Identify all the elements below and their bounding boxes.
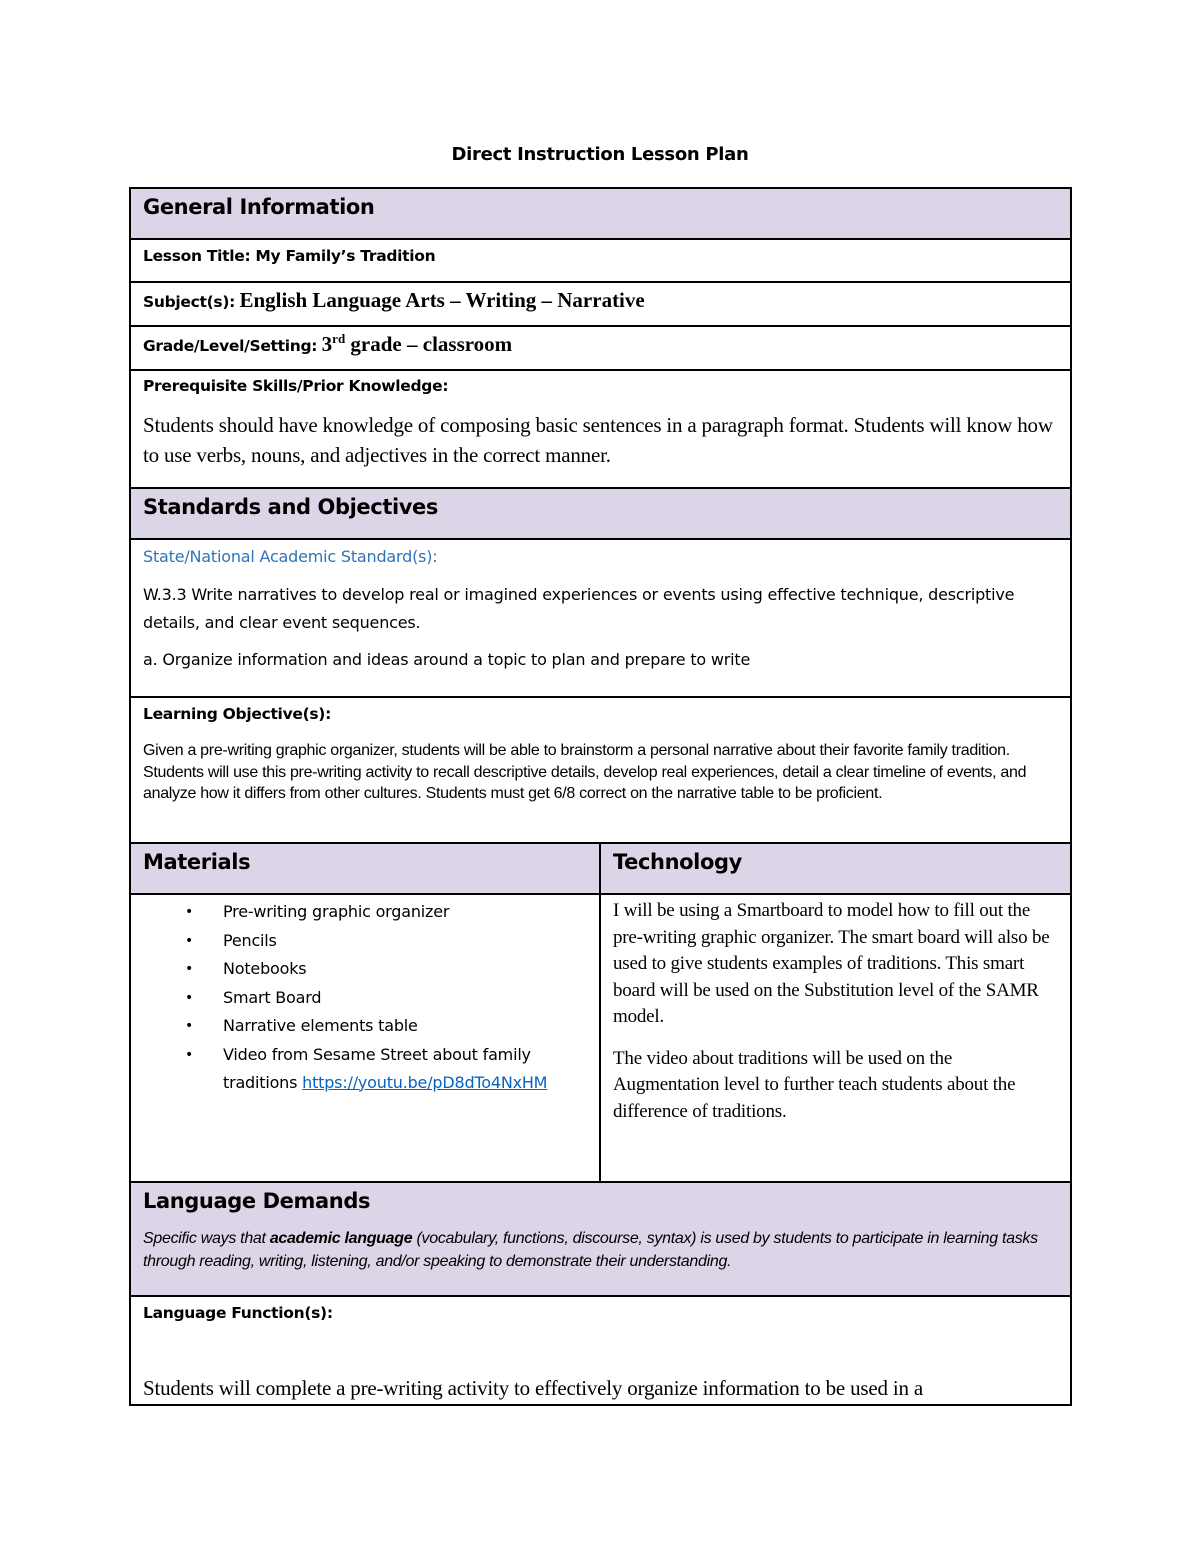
standards-row bbox=[130, 539, 1071, 697]
lesson-title-row bbox=[130, 239, 1071, 282]
lesson-title: Lesson Title: My Family’s Tradition bbox=[143, 247, 436, 265]
list-item: • Video from Sesame Street about family traditions https://youtu.be/pD8dTo4NxHM bbox=[185, 1044, 548, 1092]
materials-heading: Materials bbox=[143, 850, 251, 874]
materials-technology-row bbox=[130, 894, 1071, 1182]
learning-objective-text: Given a pre-writing graphic organizer, students will be able to brainstorm a personal narrative about their favorite family tradition. Students will use this pre-writing activity to recall descriptive details, develop real experiences, detail a clear timeline of events, and analyze how it differs from other cultures. Students must get 6/8 correct on the narrative table to be proficient. bbox=[143, 742, 1027, 802]
grade-row bbox=[130, 326, 1071, 370]
video-link[interactable]: https://youtu.be/pD8dTo4NxHM bbox=[302, 1072, 548, 1092]
materials-technology-header-row bbox=[130, 843, 1071, 894]
prerequisite-label: Prerequisite Skills/Prior Knowledge: bbox=[143, 377, 449, 395]
standards-header-row bbox=[130, 488, 1071, 539]
prerequisite-row bbox=[130, 370, 1071, 488]
learning-objective-label: Learning Objective(s): bbox=[143, 705, 331, 723]
standard-label: State/National Academic Standard(s): bbox=[143, 547, 438, 566]
grade-suffix: rd bbox=[332, 331, 346, 346]
technology-paragraph-1: I will be using a Smartboard to model how to fill out the pre-writing graphic organizer. The smart board will also be used to give students examples of traditions. This smart board will be used on the Substitution level of the SAMR model. bbox=[613, 900, 1050, 1027]
list-item: • Narrative elements table bbox=[185, 1016, 418, 1035]
learning-objective-row bbox=[130, 697, 1071, 843]
subjects-row bbox=[130, 282, 1071, 326]
list-item: • Pre-writing graphic organizer bbox=[185, 902, 450, 921]
list-item: • Pencils bbox=[185, 930, 277, 950]
general-information-heading: General Information bbox=[143, 195, 375, 219]
lesson-plan-table bbox=[129, 187, 1072, 1406]
standard-subpoint: a. Organize information and ideas around a topic to plan and prepare to write bbox=[143, 650, 751, 669]
list-item: • Smart Board bbox=[185, 987, 322, 1007]
technology-heading: Technology bbox=[613, 850, 742, 874]
standard-text: W.3.3 Write narratives to develop real or imagined experiences or events using effective technique, descriptive details, and clear event sequences. bbox=[143, 585, 1015, 632]
grade-number: 3 bbox=[321, 332, 333, 356]
grade-setting: grade – classroom bbox=[350, 332, 513, 356]
academic-language-emphasis: academic language bbox=[269, 1230, 413, 1247]
language-demands-description: Specific ways that academic language (vocabulary, functions, discourse, syntax) is used by students to participate in learning tasks through reading, writing, listening, and/or speaking to demonstrate their understanding. bbox=[143, 1230, 1038, 1270]
language-demands-heading: Language Demands bbox=[143, 1189, 371, 1213]
grade-label: Grade/Level/Setting: bbox=[143, 337, 318, 355]
subjects-label: Subject(s): bbox=[143, 293, 236, 311]
document-title: Direct Instruction Lesson Plan bbox=[451, 144, 749, 165]
standards-heading: Standards and Objectives bbox=[143, 495, 438, 519]
technology-paragraph-2: The video about traditions will be used on the Augmentation level to further teach students about the difference of traditions. bbox=[613, 1047, 1016, 1122]
materials-list bbox=[143, 898, 587, 1098]
general-information-header-row bbox=[130, 188, 1071, 239]
prerequisite-text: Students should have knowledge of composing basic sentences in a paragraph format. Students will know how to use verbs, nouns, and adjectives in the correct manner. bbox=[143, 413, 1053, 467]
language-function-text: Students will complete a pre-writing activity to effectively organize information to be used in a bbox=[143, 1376, 923, 1400]
language-function-row bbox=[130, 1296, 1071, 1405]
language-function-label: Language Function(s): bbox=[143, 1304, 333, 1322]
list-item: • Notebooks bbox=[185, 959, 307, 978]
subjects-value: English Language Arts – Writing – Narrative bbox=[239, 288, 645, 312]
language-demands-header-row bbox=[130, 1182, 1071, 1296]
